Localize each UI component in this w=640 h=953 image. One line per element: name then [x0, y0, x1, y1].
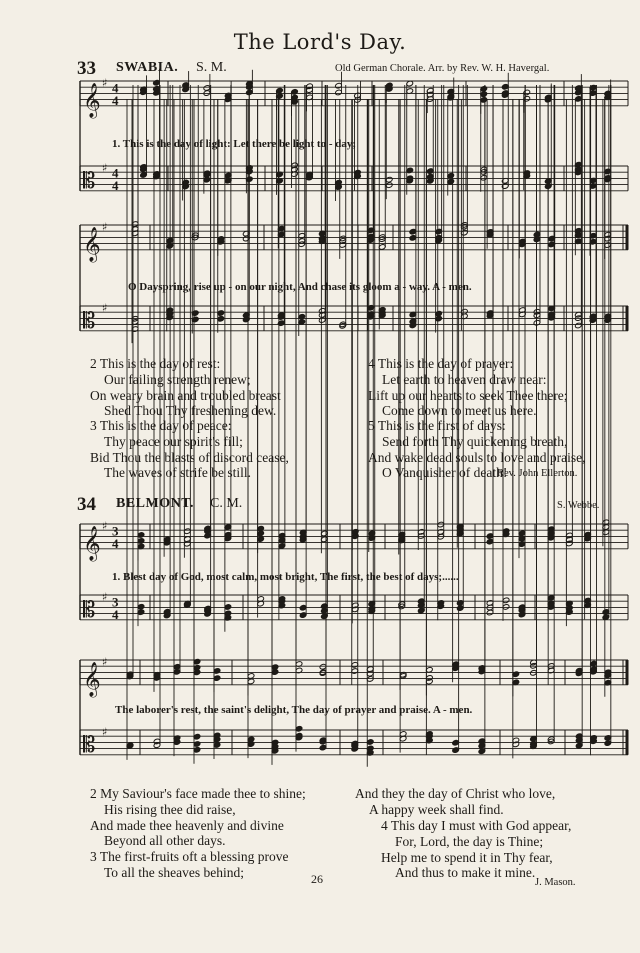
sharp-icon: ♯: [102, 161, 108, 175]
verse-4: 4 This is the day of prayer: Let earth to heaven draw near: Lift up our hearts to seek Thee there; Come down to meet us here.: [368, 356, 568, 419]
verse-2: 2 My Saviour's face made thee to shine; His rising thee did raise, And made thee heavenly and divine Beyond all other days.: [90, 786, 306, 849]
page-number: 26: [311, 872, 323, 886]
composer-credit: Old German Chorale. Arr. by Rev. W. H. Havergal.: [335, 63, 550, 74]
verse-3: 3 This is the day of peace: Thy peace our spirit's fill; Bid Thou the blasts of discord cease, The waves of strife be still.: [90, 418, 289, 481]
lyric-line: 1. Blest day of God, most calm, most bright, The first, the best of days;......: [112, 571, 459, 583]
final-barline: [626, 730, 629, 755]
tune-name: BELMONT.: [116, 496, 195, 511]
author: J. Mason.: [535, 877, 576, 888]
verse-3-continued: And they the day of Christ who love, A happy week shall find.: [355, 786, 556, 817]
sharp-icon: ♯: [102, 220, 108, 234]
time-signature: 4: [112, 535, 119, 551]
lyric-line: O Dayspring, rise up - on our night, And chase its gloom a - way. A - men.: [128, 281, 472, 293]
meter: S. M.: [196, 60, 227, 75]
sharp-icon: ♯: [102, 519, 108, 533]
verse-3: 3 The first-fruits oft a blessing prove To all the sheaves behind;: [90, 849, 289, 880]
time-signature: 3: [112, 523, 119, 539]
c-clef-icon: 𝄡: [83, 308, 96, 334]
meter: C. M.: [210, 496, 243, 511]
final-barline: [626, 306, 629, 331]
author: Rev. John Ellerton.: [497, 468, 578, 479]
lyric-line: The laborer's rest, the saint's delight, The day of prayer and praise. A - men.: [115, 704, 473, 716]
composer-credit: S. Webbe.: [557, 500, 600, 511]
treble-clef-icon: 𝄞: [83, 525, 101, 561]
c-clef-icon: 𝄡: [83, 732, 96, 758]
lyric-line: 1. This is the day of light: Let there be light to - day;: [112, 138, 357, 150]
c-clef-icon: 𝄡: [83, 597, 96, 623]
time-signature: 3: [112, 594, 119, 610]
final-barline: [626, 660, 629, 685]
sharp-icon: ♯: [102, 725, 108, 739]
treble-clef-icon: 𝄞: [83, 661, 101, 697]
tune-name: SWABIA.: [116, 60, 179, 75]
page-title: The Lord's Day.: [233, 30, 407, 54]
verse-2: 2 This is the day of rest: Our failing strength renew; On weary brain and troubled breast Shed Thou Thy freshening dew.: [90, 356, 281, 419]
hymn-number: 33: [77, 58, 96, 79]
verse-5: 5 This is the first of days: Send forth Thy quickening breath, And wake dead souls to love and praise, O Vanquisher of death!: [368, 418, 586, 481]
treble-clef-icon: 𝄞: [83, 82, 101, 118]
sharp-icon: ♯: [102, 301, 108, 315]
final-barline: [626, 225, 629, 250]
time-signature: 4: [112, 92, 119, 108]
time-signature: 4: [112, 165, 119, 181]
sharp-icon: ♯: [102, 590, 108, 604]
time-signature: 4: [112, 80, 119, 96]
c-clef-icon: 𝄡: [83, 168, 96, 194]
verse-4: 4 This day I must with God appear, For, Lord, the day is Thine; Help me to spend it in Thy fear, And thus to make it mine.: [381, 818, 572, 881]
hymn-number: 34: [77, 494, 96, 515]
sharp-icon: ♯: [102, 76, 108, 90]
sharp-icon: ♯: [102, 655, 108, 669]
time-signature: 4: [112, 177, 119, 193]
time-signature: 4: [112, 606, 119, 622]
treble-clef-icon: 𝄞: [83, 226, 101, 262]
